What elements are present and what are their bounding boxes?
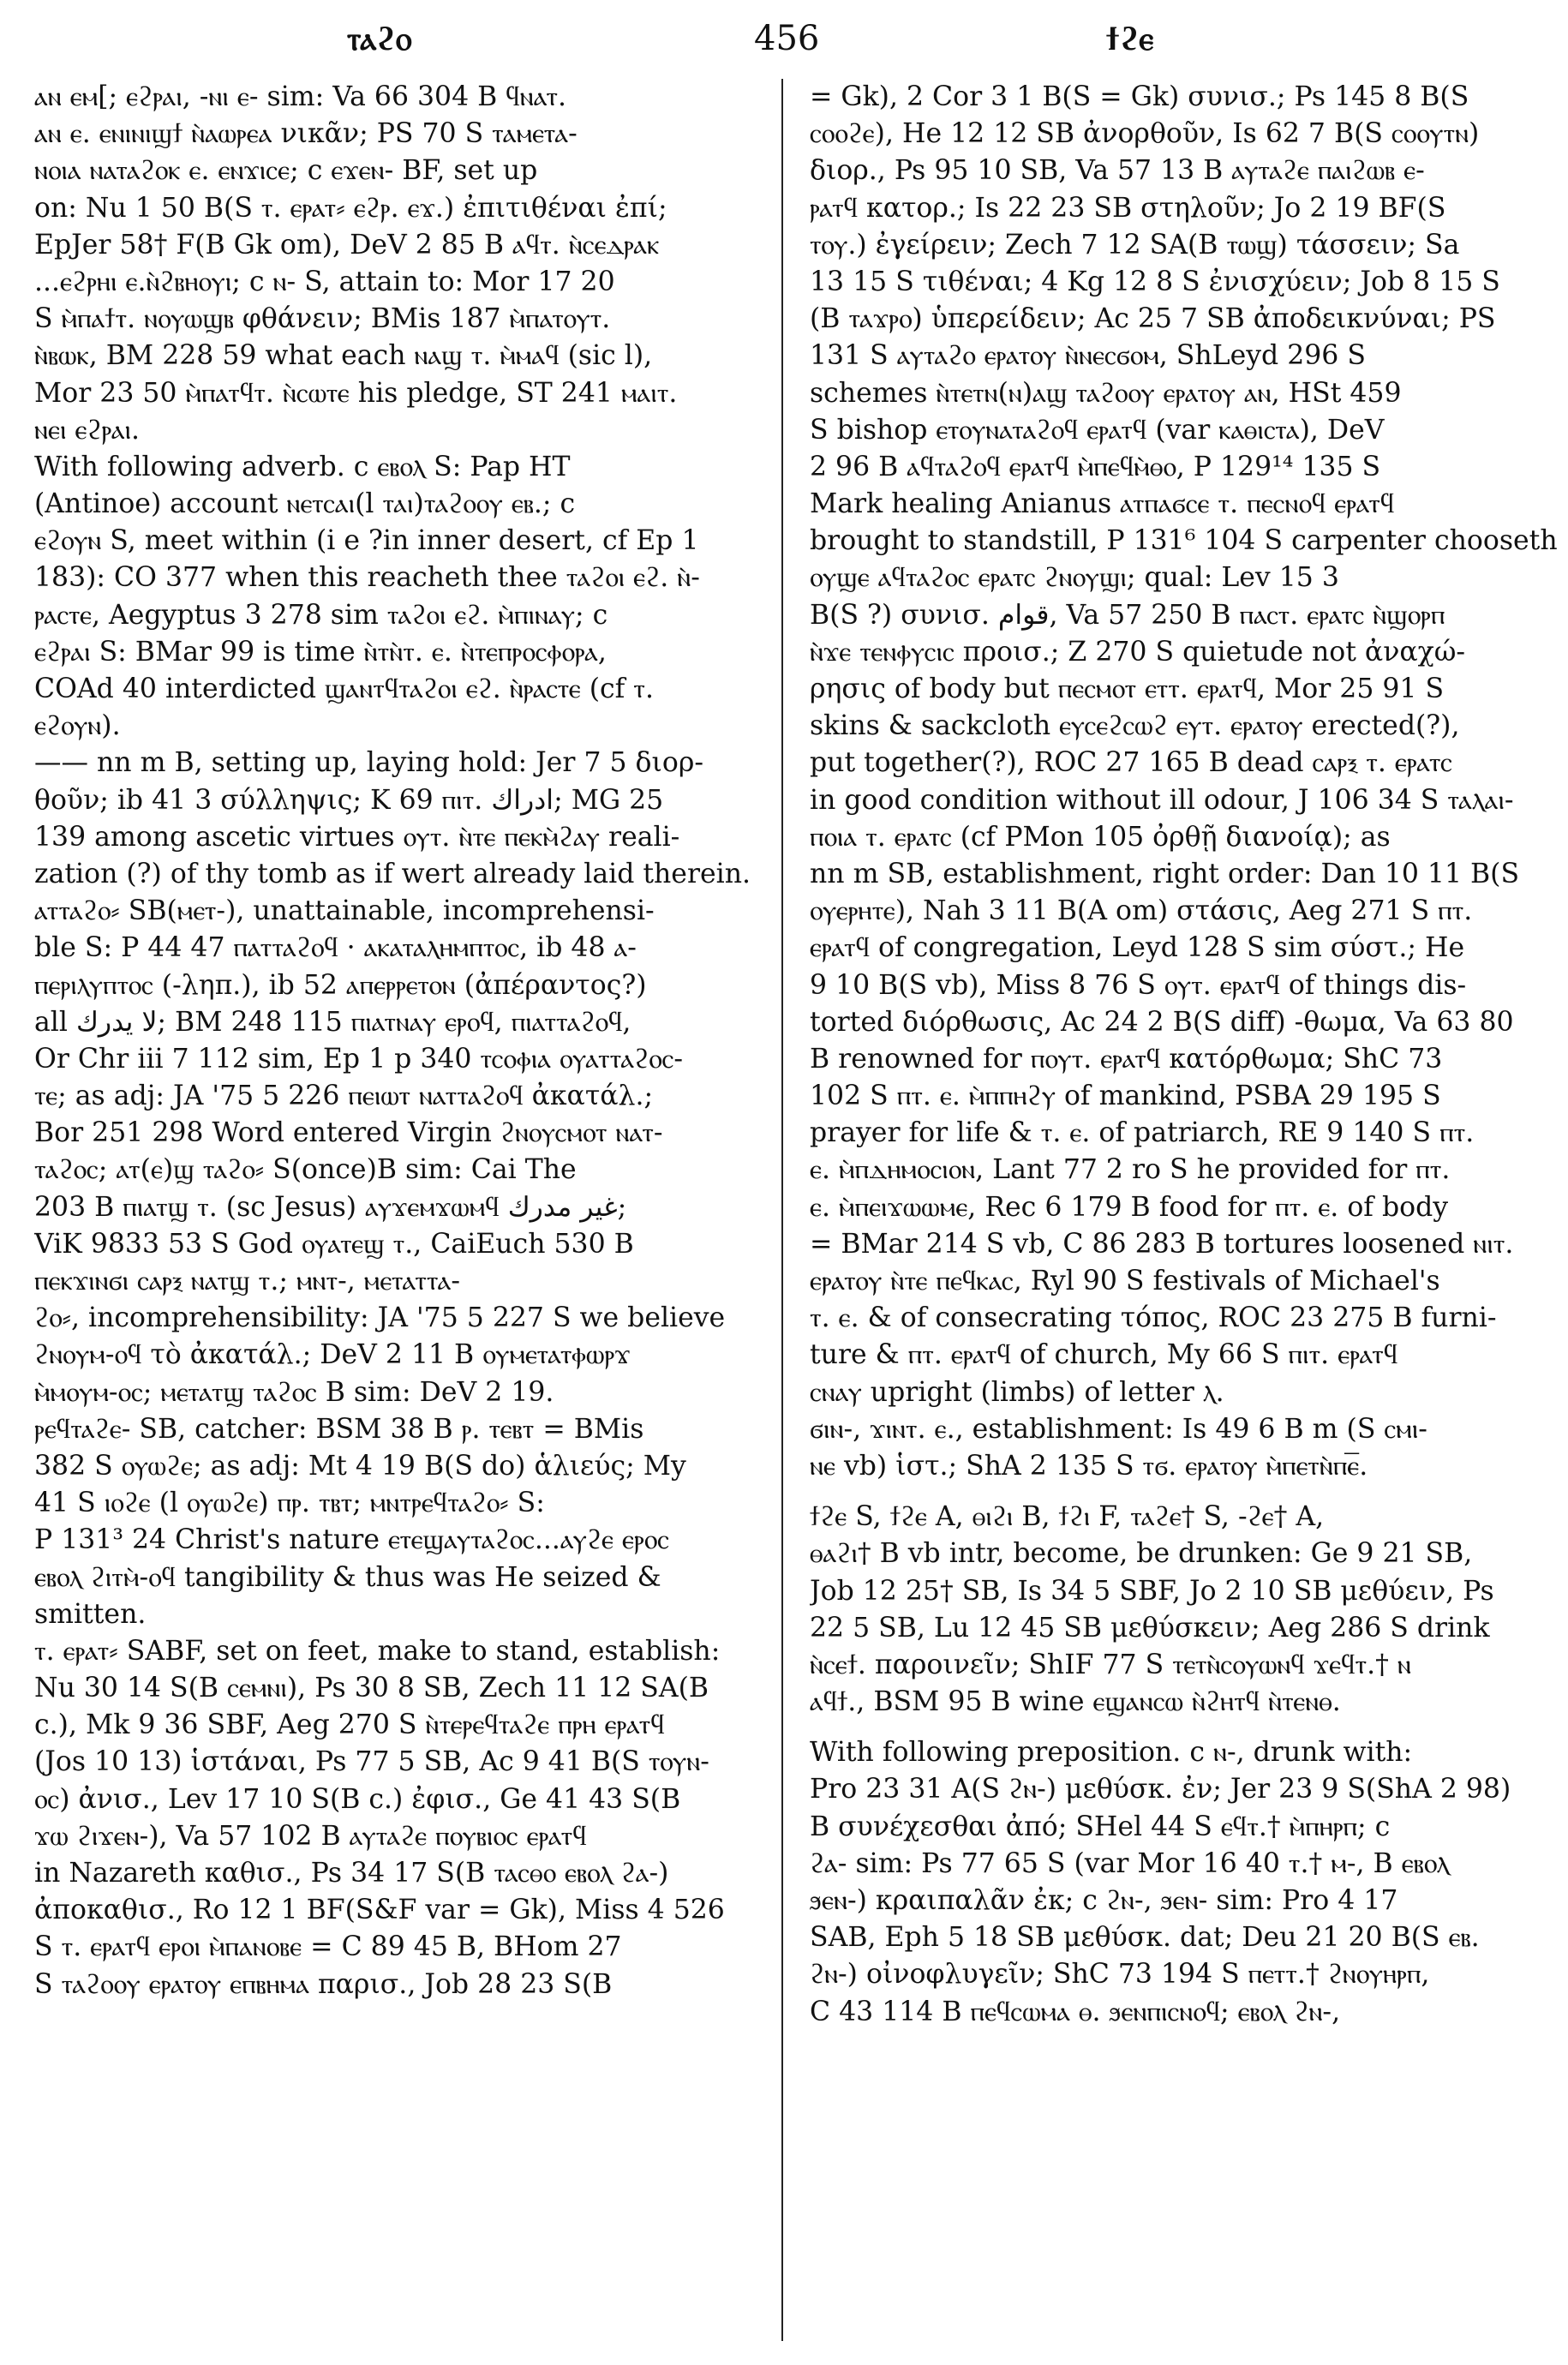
text-line: ⲣⲉϥⲧⲁϩⲉ- SB, catcher: BSM 38 B ⲣ. ⲧⲉⲃⲧ = BMis xyxy=(34,1413,644,1445)
text-line: ⲣⲁⲧϥ κατορ.; Is 22 23 SB στηλοῦν; Jo 2 19 BF(S xyxy=(810,192,1446,224)
text-line: ⲉⲣⲁⲧϥ of congregation, Leyd 128 S sim σύστ.; He xyxy=(810,932,1465,964)
text-line: ⲉⲣⲁⲧⲟⲩ ⲛ̀ⲧⲉ ⲡⲉϥⲕⲁⲥ, Ryl 90 S festivals of Michael's xyxy=(810,1266,1440,1296)
header-right-headword: ϯϩⲉ xyxy=(1105,19,1154,57)
text-line: 131 S ⲁⲩⲧⲁϩⲟ ⲉⲣⲁⲧⲟⲩ ⲛ̀ⲛⲉⲥϭⲟⲙ, ShLeyd 296 S xyxy=(810,340,1366,372)
text-line: in good condition without ill odour, J 106 34 S ⲧⲁⲗⲁⲓ- xyxy=(810,784,1514,816)
text-line: ϫⲱ ϩⲓϫⲉⲛ-), Va 57 102 B ⲁⲩⲧⲁϩⲉ ⲡⲟⲩⲃⲓⲟⲥ ⲉⲣⲁⲧϥ xyxy=(34,1820,587,1852)
text-line: ⲡⲟⲓⲁ ⲧ. ⲉⲣⲁⲧⲥ (cf PMon 105 ὀρθῇ διανοίᾳ); as xyxy=(810,821,1391,853)
text-line: With following preposition. c ⲛ-, drunk with: xyxy=(810,1737,1413,1769)
right-column xyxy=(810,79,1564,2031)
text-line: ⲉϩⲟⲩⲛ S, meet within (i e ?in inner desert, cf Ep 1 xyxy=(34,525,699,557)
text-line: 9 10 B(S vb), Miss 8 76 S ⲟⲩⲧ. ⲉⲣⲁⲧϥ of things dis- xyxy=(810,969,1467,1001)
text-line: ⲣⲁⲥⲧⲉ, Aegyptus 3 278 sim ⲧⲁϩⲟⲓ ⲉϩ. ⲙ̀ⲡⲓⲛⲁⲩ; c xyxy=(34,599,608,631)
text-line: Mark healing Anianus ⲁⲧⲡⲁϭⲥⲉ ⲧ. ⲡⲉⲥⲛⲟϥ ⲉⲣⲁⲧϥ xyxy=(810,488,1395,520)
text-line: put together(?), ROC 27 165 B dead ⲥⲁⲣⲝ ⲧ. ⲉⲣⲁⲧⲥ xyxy=(810,747,1452,779)
text-line: P 131³ 24 Christ's nature ⲉⲧⲉϣⲁⲩⲧⲁϩⲟⲥ...ⲁⲩϩⲉ ⲉⲣⲟⲥ xyxy=(34,1524,669,1556)
text-line: ⲁⲛ ⲉⲙ[; ⲉϩⲣⲁⲓ, -ⲛⲓ ⲉ- sim: Va 66 304 B ϥⲛⲁⲧ. xyxy=(34,81,567,112)
text-line: c.), Mk 9 36 SBF, Aeg 270 S ⲛ̀ⲧⲉⲣⲉϥⲧⲁϩⲉ ⲡⲣⲏ ⲉⲣⲁⲧϥ xyxy=(34,1709,665,1741)
text-line: ⲉ. ⲙ̀ⲡⲇⲏⲙⲟⲥⲓⲟⲛ, Lant 77 2 ro S he provided for ⲡⲧ. xyxy=(810,1154,1451,1186)
text-line: Pro 23 31 A(S ϩⲛ-) μεθύσκ. ἐν; Jer 23 9 S(ShA 2 98) xyxy=(810,1774,1511,1805)
text-line: S ⲧ. ⲉⲣⲁⲧϥ ⲉⲣⲟⲓ ⲙ̀ⲡⲁⲛⲟⲃⲉ = C 89 45 B, BHom 27 xyxy=(34,1931,622,1963)
left-column xyxy=(34,79,788,2003)
paragraph-gap xyxy=(810,1721,1564,1734)
text-line: Mor 23 50 ⲙ̀ⲡⲁⲧϥⲧ. ⲛ̀ⲥⲱⲧⲉ his pledge, ST 241 ⲙⲁⲓⲧ. xyxy=(34,377,678,409)
text-line: ⲧⲉ; as adj: JA '75 5 226 ⲡⲉⲓⲱⲧ ⲛⲁⲧⲧⲁϩⲟϥ ἀκατάλ.; xyxy=(34,1081,654,1112)
text-line: ⲥⲟⲟϩⲉ), He 12 12 SB ἀνορθοῦν, Is 62 7 B(S ⲥⲟⲟⲩⲧⲛ) xyxy=(810,118,1480,150)
text-line: ⲡⲉⲕϫⲓⲛϭⲓ ⲥⲁⲣⲝ ⲛⲁⲧϣ ⲧ.; ⲙⲛⲧ-, ⲙⲉⲧⲁⲧⲧⲁ- xyxy=(34,1266,460,1296)
text-line: ⲧ. ⲉⲣⲁⲧ⸗ SABF, set on feet, make to stand, establish: xyxy=(34,1635,721,1667)
text-line: ⲧⲟⲩ.) ἐγείρειν; Zech 7 12 SA(B ⲧⲱϣ) τάσσειν; Sa xyxy=(810,229,1460,260)
text-line: all لا يدرك; BM 248 115 ⲡⲓⲁⲧⲛⲁⲩ ⲉⲣⲟϥ, ⲡⲓⲁⲧⲧⲁϩⲟϥ, xyxy=(34,1006,631,1038)
text-line: ϩⲟ⸗, incomprehensibility: JA '75 5 227 S we believe xyxy=(34,1302,726,1334)
text-line: prayer for life & ⲧ. ⲉ. of patriarch, RE 9 140 S ⲡⲧ. xyxy=(810,1117,1475,1149)
text-line: ⲛⲟⲓⲁ ⲛⲁⲧⲁϩⲟⲕ ⲉ. ⲉⲛϫⲓⲥⲉ; c ⲉϫⲉⲛ- BF, set up xyxy=(34,155,538,187)
text-line: EpJer 58† F(B Gk om), DeV 2 85 B ⲁϥⲧ. ⲛ̀ⲥⲉⲇⲣⲁⲕ xyxy=(34,229,660,260)
text-line: ⲉ. ⲙ̀ⲡⲉⲓϫⲱⲱⲙⲉ, Rec 6 179 B food for ⲡⲧ. ⲉ. of body xyxy=(810,1191,1449,1223)
text-line: SAB, Eph 5 18 SB μεθύσκ. dat; Deu 21 20 B(S ⲉⲃ. xyxy=(810,1922,1480,1954)
text-line: ⲑⲁϩⲓ† B vb intr, become, be drunken: Ge 9 21 SB, xyxy=(810,1538,1473,1570)
text-line: S ⲧⲁϩⲟⲟⲩ ⲉⲣⲁⲧⲟⲩ ⲉⲡⲃⲏⲙⲁ παρισ., Job 28 23 S(B xyxy=(34,1968,613,2000)
text-line: Or Chr iii 7 112 sim, Ep 1 p 340 ⲧⲥⲟⲫⲓⲁ ⲟⲩⲁⲧⲧⲁϩⲟⲥ- xyxy=(34,1043,683,1075)
text-line: ble S: P 44 47 ⲡⲁⲧⲧⲁϩⲟϥ · ⲁⲕⲁⲧⲁⲗⲏⲙⲡⲧⲟⲥ, ib 48 ⲁ- xyxy=(34,932,637,964)
text-line: ⲁⲛ ⲉ. ⲉⲛⲓⲛⲓϣϯ ⲛ̀ⲁⲱⲣⲉⲁ νικᾶν; PS 70 S ⲧⲁⲙⲉⲧⲁ- xyxy=(34,118,578,150)
text-line: B συνέχεσθαι ἀπό; SHel 44 S ⲉϥⲧ.† ⲙ̀ⲡⲏⲣⲡ; c xyxy=(810,1811,1391,1842)
text-line: ⲁϥϯ., BSM 95 B wine ⲉϣⲁⲛⲥⲱ ⲛ̀ϩⲏⲧϥ ⲛ̀ⲧⲉⲛⲑ. xyxy=(810,1686,1341,1718)
text-line: B renowned for ⲡⲟⲩⲧ. ⲉⲣⲁⲧϥ κατόρθωμα; ShC 73 xyxy=(810,1043,1443,1075)
page-header xyxy=(0,19,1568,60)
text-line: schemes ⲛ̀ⲧⲉⲧⲛ(ⲛ)ⲁϣ ⲧⲁϩⲟⲟⲩ ⲉⲣⲁⲧⲟⲩ ⲁⲛ, HSt 459 xyxy=(810,377,1402,409)
text-line: zation (?) of thy tomb as if wert already laid therein. xyxy=(34,858,751,889)
text-line: 2 96 B ⲁϥⲧⲁϩⲟϥ ⲉⲣⲁⲧϥ ⲙ̀ⲡⲉϥⲙ̀ⲑⲟ, P 129¹⁴ 135 S xyxy=(810,451,1381,482)
text-line: 102 S ⲡⲧ. ⲉ. ⲙ̀ⲡⲡⲏϩⲩ of mankind, PSBA 29 195 S xyxy=(810,1081,1441,1112)
text-line: ⲟⲩϣⲉ ⲁϥⲧⲁϩⲟⲥ ⲉⲣⲁⲧⲥ ϩⲛⲟⲩϣⲓ; qual: Lev 15 3 xyxy=(810,562,1339,594)
text-line: ⲥⲛⲁⲩ upright (limbs) of letter ⲗ. xyxy=(810,1376,1224,1408)
text-line: 203 B ⲡⲓⲁⲧϣ ⲧ. (sc Jesus) ⲁⲩϫⲉⲙϫⲱⲙϥ غير مدرك; xyxy=(34,1191,627,1223)
text-line: ἀποκαθισ., Ro 12 1 BF(S&F var = Gk), Miss 4 526 xyxy=(34,1895,725,1926)
text-line: = Gk), 2 Cor 3 1 B(S = Gk) συνισ.; Ps 145 8 B(S xyxy=(810,81,1469,112)
text-line: ⲟⲥ) ἀνισ., Lev 17 10 S(B c.) ἐφισ., Ge 41 43 S(B xyxy=(34,1783,681,1815)
text-line: ρησις of body but ⲡⲉⲥⲙⲟⲧ ⲉⲧⲧ. ⲉⲣⲁⲧϥ, Mor 25 91 S xyxy=(810,674,1445,704)
paragraph-gap xyxy=(810,1485,1564,1499)
text-line: (Antinoe) account ⲛⲉⲧⲥⲁⲓ(l ⲧⲁⲓ)ⲧⲁϩⲟⲟⲩ ⲉⲃ.; c xyxy=(34,488,576,520)
text-line: ViK 9833 53 S God ⲟⲩⲁⲧⲉϣ ⲧ., CaiEuch 530 B xyxy=(34,1228,634,1260)
text-line: ⲟⲩⲉⲣⲏⲧⲉ), Nah 3 11 B(A om) στάσις, Aeg 271 S ⲡⲧ. xyxy=(810,895,1473,927)
text-line: ⲡⲉⲣⲓⲗⲩⲡⲧⲟⲥ (-ληπ.), ib 52 ⲁⲡⲉⲣⲣⲉⲧⲟⲛ (ἀπέραντος?) xyxy=(34,969,647,1001)
text-line: διορ., Ps 95 10 SB, Va 57 13 B ⲁⲩⲧⲁϩⲉ ⲡⲁⲓϩⲱⲃ ⲉ- xyxy=(810,155,1425,187)
text-line: 22 5 SB, Lu 12 45 SB μεθύσκειν; Aeg 286 S drink xyxy=(810,1612,1490,1644)
text-line: 13 15 S τιθέναι; 4 Kg 12 8 S ἐνισχύειν; Job 8 15 S xyxy=(810,266,1500,297)
text-line: on: Nu 1 50 B(S ⲧ. ⲉⲣⲁⲧ⸗ ⲉϩⲣ. ⲉϫ.) ἐπιτιθέναι ἐπί; xyxy=(34,192,667,224)
text-line: Nu 30 14 S(B ⲥⲉⲙⲛⲓ), Ps 30 8 SB, Zech 11 12 SA(B xyxy=(34,1673,709,1704)
text-line: C 43 114 B ⲡⲉϥⲥⲱⲙⲁ ⲑ. ϧⲉⲛⲡⲓⲥⲛⲟϥ; ⲉⲃⲟⲗ ϩⲛ-, xyxy=(810,1996,1341,2027)
text-line: 139 among ascetic virtues ⲟⲩⲧ. ⲛ̀ⲧⲉ ⲡⲉⲕⲙ̀ϩⲁⲩ reali- xyxy=(34,821,680,853)
page-number: 456 xyxy=(754,19,820,58)
text-line: B(S ?) συνισ. قوام, Va 57 250 B ⲡⲁⲥⲧ. ⲉⲣⲁⲧⲥ ⲛ̀ϣⲟⲣⲡ xyxy=(810,599,1445,631)
text-line: skins & sackcloth ⲉⲩⲥⲉϩⲥⲱϩ ⲉⲩⲧ. ⲉⲣⲁⲧⲟⲩ erected(?), xyxy=(810,710,1460,742)
text-line: = BMar 214 S vb, C 86 283 B tortures loosened ⲛⲓⲧ. xyxy=(810,1228,1514,1260)
text-line: in Nazareth καθισ., Ps 34 17 S(B ⲧⲁⲥⲑⲟ ⲉⲃⲟⲗ ϩⲁ-) xyxy=(34,1858,669,1889)
text-line: brought to standstill, P 131⁶ 104 S carpenter chooseth xyxy=(810,525,1558,557)
text-line: ...ⲉϩⲣⲏⲓ ⲉ.ⲛ̀ϩⲃⲏⲟⲩⲓ; c ⲛ- S, attain to: Mor 17 20 xyxy=(34,266,615,297)
text-line: With following adverb. c ⲉⲃⲟⲗ S: Pap HT xyxy=(34,451,571,482)
text-line: ⲛ̀ⲥⲉϯ. παροινεῖν; ShIF 77 S ⲧⲉⲧⲛ̀ⲥⲟⲩⲱⲛϥ ϫⲉϥⲧ.† ⲛ xyxy=(810,1649,1411,1680)
text-line: ⲧⲁϩⲟⲥ; ⲁⲧ(ⲉ)ϣ ⲧⲁϩⲟ⸗ S(once)B sim: Cai The xyxy=(34,1154,577,1186)
text-line: ϭⲓⲛ-, ϫⲓⲛⲧ. ⲉ., establishment: Is 49 6 B m (S ⲥⲙⲓ- xyxy=(810,1413,1427,1445)
text-line: ⲙ̀ⲙⲟⲩⲙ-ⲟⲥ; ⲙⲉⲧⲁⲧϣ ⲧⲁϩⲟⲥ B sim: DeV 2 19. xyxy=(34,1376,554,1408)
text-line: ⲛⲉⲓ ⲉϩⲣⲁⲓ. xyxy=(34,414,141,446)
text-line: nn m SB, establishment, right order: Dan 10 11 B(S xyxy=(810,858,1520,889)
text-line: 183): CO 377 when this reacheth thee ⲧⲁϩⲟⲓ ⲉϩ. ⲛ̀- xyxy=(34,562,700,594)
column-divider xyxy=(781,79,783,2341)
text-line: torted διόρθωσις, Ac 24 2 B(S diff) -θωμα, Va 63 80 xyxy=(810,1006,1514,1038)
text-line: ϩⲛ-) οἰνοφλυγεῖν; ShC 73 194 S ⲡⲉⲧⲧ.† ϩⲛⲟⲩⲏⲣⲡ, xyxy=(810,1959,1430,1991)
text-line: ϧⲉⲛ-) κραιπαλᾶν ἐκ; c ϩⲛ-, ϧⲉⲛ- sim: Pro 4 17 xyxy=(810,1885,1398,1916)
text-line: ⲛ̀ϫⲉ ⲧⲉⲛⲫⲩⲥⲓⲥ προισ.; Z 270 S quietude not ἀναχώ- xyxy=(810,636,1466,668)
text-line: S ⲙ̀ⲡⲁϯⲧ. ⲛⲟⲩⲱϣⲃ φθάνειν; BMis 187 ⲙ̀ⲡⲁⲧⲟⲩⲧ. xyxy=(34,303,611,335)
header-left-headword: ⲧⲁϩⲟ xyxy=(347,19,412,57)
text-line: S bishop ⲉⲧⲟⲩⲛⲁⲧⲁϩⲟϥ ⲉⲣⲁⲧϥ (var ⲕⲁⲑⲓⲥⲧⲁ), DeV xyxy=(810,414,1385,446)
text-line: ture & ⲡⲧ. ⲉⲣⲁⲧϥ of church, My 66 S ⲡⲓⲧ. ⲉⲣⲁⲧϥ xyxy=(810,1339,1398,1371)
text-line: ⲉϩⲟⲩⲛ). xyxy=(34,710,121,742)
text-line: ϯϩⲉ S, ϯϩⲉ A, ⲑⲓϩⲓ B, ϯϩⲓ F, ⲧⲁϩⲉ† S, -ϩⲉ† A, xyxy=(810,1501,1325,1533)
text-line: —— nn m B, setting up, laying hold: Jer 7 5 διορ- xyxy=(34,747,703,779)
text-line: ⲛ̀ⲃⲱⲕ, BM 228 59 what each ⲛⲁϣ ⲧ. ⲙ̀ⲙⲁϥ (sic l), xyxy=(34,340,653,372)
text-line: ϩⲁ- sim: Ps 77 65 S (var Mor 16 40 ⲧ.† ⲙ-, B ⲉⲃⲟⲗ xyxy=(810,1847,1450,1879)
text-line: ⲧ. ⲉ. & of consecrating τόπος, ROC 23 275 B furni- xyxy=(810,1302,1497,1334)
text-line: 382 S ⲟⲩⲱϩⲉ; as adj: Mt 4 19 B(S do) ἁλιεύς; My xyxy=(34,1450,686,1482)
text-line: Bor 251 298 Word entered Virgin ϩⲛⲟⲩⲥⲙⲟⲧ ⲛⲁⲧ- xyxy=(34,1117,663,1149)
text-line: ⲁⲧⲧⲁϩⲟ⸗ SB(ⲙⲉⲧ-), unattainable, incomprehensi- xyxy=(34,895,655,927)
text-line: ⲉϩⲣⲁⲓ S: BMar 99 is time ⲛ̀ⲧⲛ̀ⲧ. ⲉ. ⲛ̀ⲧⲉⲡⲣⲟⲥⲫⲟⲣⲁ, xyxy=(34,636,607,668)
text-line: θοῦν; ib 41 3 σύλληψις; K 69 ⲡⲓⲧ. ادراك; MG 25 xyxy=(34,784,664,816)
text-line: (B ⲧⲁϫⲣⲟ) ὑπερείδειν; Ac 25 7 SB ἀποδεικνύναι; PS xyxy=(810,303,1496,335)
text-line: 41 S ⲓⲟϩⲉ (l ⲟⲩⲱϩⲉ) ⲡⲣ. ⲧⲃⲧ; ⲙⲛⲧⲣⲉϥⲧⲁϩⲟ⸗ S: xyxy=(34,1488,545,1519)
text-line: smitten. xyxy=(34,1598,147,1630)
text-line: ⲛⲉ vb) ἱστ.; ShA 2 135 S ⲧϭ. ⲉⲣⲁⲧⲟⲩ ⲙ̀ⲡⲉⲧⲛ̀ⲡⲉ̅. xyxy=(810,1450,1368,1482)
text-line: ϩⲛⲟⲩⲙ-ⲟϥ τὸ ἀκατάλ.; DeV 2 11 B ⲟⲩⲙⲉⲧⲁⲧⲫⲱⲣϫ xyxy=(34,1339,631,1371)
text-line: ⲉⲃⲟⲗ ϩⲓⲧⲙ̀-ⲟϥ tangibility & thus was He seized & xyxy=(34,1561,661,1593)
text-line: Job 12 25† SB, Is 34 5 SBF, Jo 2 10 SB μεθύειν, Ps xyxy=(810,1575,1494,1607)
text-line: (Jos 10 13) ἱστάναι, Ps 77 5 SB, Ac 9 41 B(S ⲧⲟⲩⲛ- xyxy=(34,1746,709,1778)
text-line: COAd 40 interdicted ϣⲁⲛⲧϥⲧⲁϩⲟⲓ ⲉϩ. ⲛ̀ⲣⲁⲥⲧⲉ (cf ⲧ. xyxy=(34,674,654,704)
